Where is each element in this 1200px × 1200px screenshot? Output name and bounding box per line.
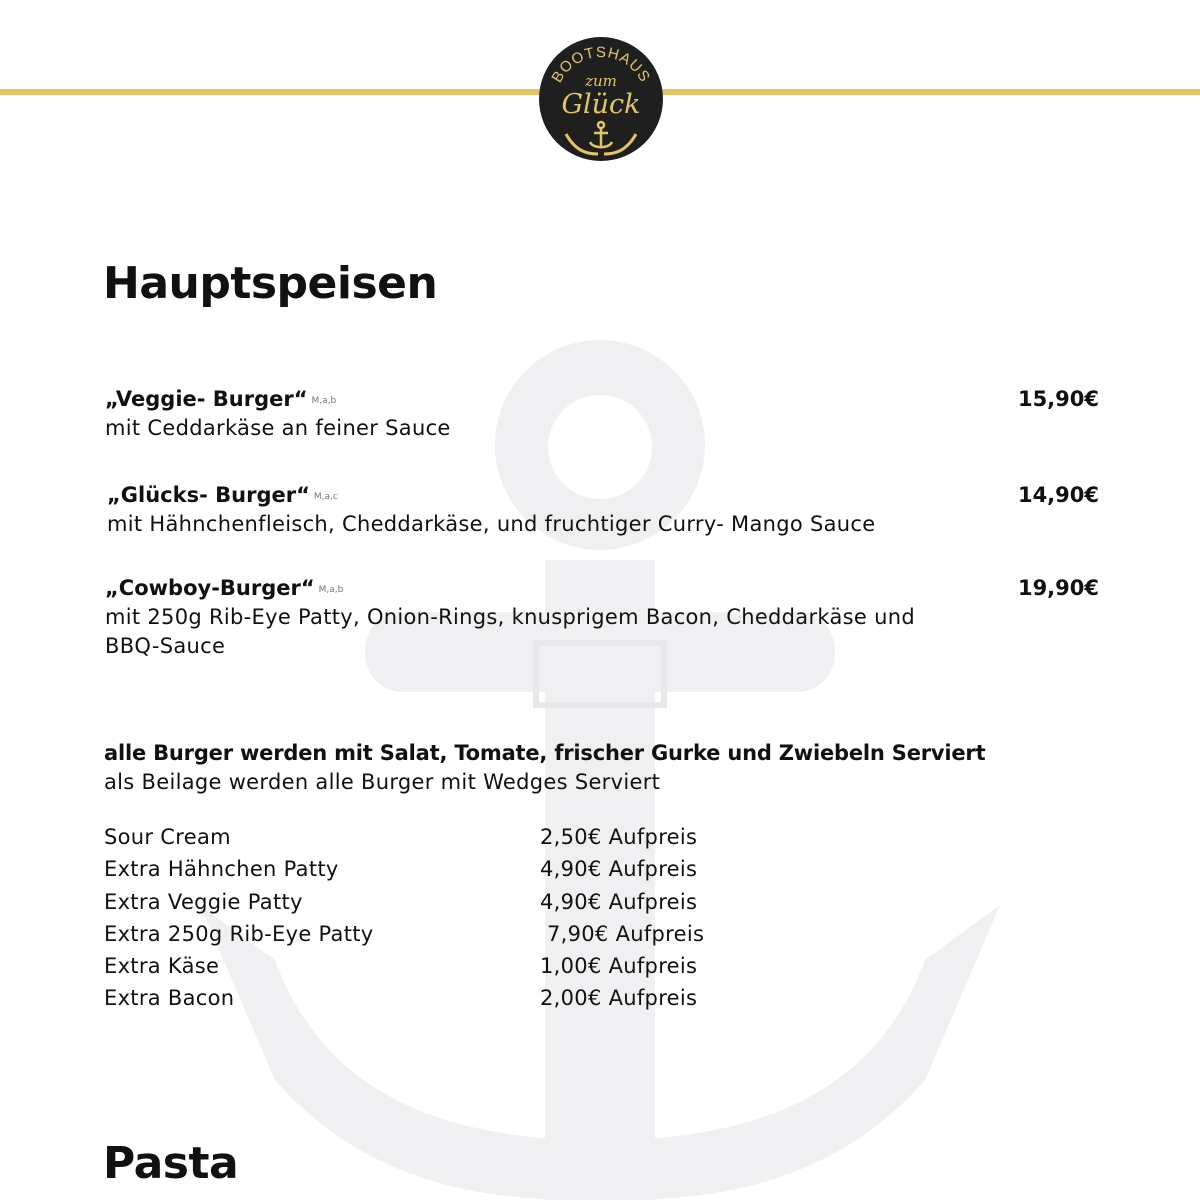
- extra-price: 4,90€ Aufpreis: [540, 889, 698, 914]
- extra-price: 7,90€ Aufpreis: [540, 921, 705, 946]
- menu-item-gluecks-burger: [107, 480, 1107, 539]
- logo-script-text: Glück: [561, 89, 641, 120]
- item-name: „Cowboy-Burger“ $^{M,a,b}$: [105, 576, 344, 600]
- allergen-note: M,a,b: [311, 396, 337, 406]
- allergen-note: M,a,c: [313, 492, 338, 502]
- extras-list: [104, 822, 804, 1016]
- item-price: 15,90€: [1017, 387, 1099, 411]
- logo-small-text: zum: [585, 72, 617, 90]
- extra-name: Sour Cream: [104, 825, 231, 849]
- extra-row: [104, 822, 804, 854]
- item-description: mit Ceddarkäse an feiner Sauce: [105, 416, 451, 440]
- extra-row: [104, 854, 804, 886]
- extra-row: [104, 951, 804, 983]
- note-bold-line: alle Burger werden mit Salat, Tomate, frischer Gurke und Zwiebeln Serviert: [104, 741, 986, 765]
- item-name: „Glücks- Burger“ $^{M,a,c}$: [107, 483, 338, 507]
- extra-price: 2,00€ Aufpreis: [540, 986, 698, 1011]
- extra-name: Extra Hähnchen Patty: [104, 857, 339, 882]
- section-title-hauptspeisen: Hauptspeisen: [103, 258, 438, 309]
- item-description: mit 250g Rib-Eye Patty, Onion-Rings, knusprigem Bacon, Cheddarkäse und BBQ-Sauce: [105, 605, 915, 658]
- extra-row: [104, 887, 804, 919]
- item-name: „Veggie- Burger“ $^{M,a,b}$: [105, 387, 337, 411]
- burger-note: [104, 739, 1104, 797]
- extra-name: Extra Bacon: [104, 986, 235, 1011]
- item-price: 14,90€: [1017, 483, 1099, 507]
- extra-row: [104, 983, 804, 1015]
- extra-row: [104, 919, 804, 951]
- extra-price: 1,00€ Aufpreis: [540, 954, 698, 979]
- extra-name: Extra Veggie Patty: [104, 889, 303, 914]
- section-title-pasta: Pasta: [103, 1138, 239, 1189]
- item-description: mit Hähnchenfleisch, Cheddarkäse, und fruchtiger Curry- Mango Sauce: [107, 512, 876, 536]
- note-plain-line: als Beilage werden alle Burger mit Wedges Serviert: [104, 770, 661, 794]
- extra-price: 2,50€ Aufpreis: [540, 825, 698, 849]
- allergen-note: M,a,b: [318, 585, 344, 595]
- logo-badge: [538, 36, 664, 162]
- extra-name: Extra 250g Rib-Eye Patty: [104, 921, 374, 946]
- menu-item-veggie-burger: [105, 384, 1105, 443]
- menu-item-cowboy-burger: [105, 573, 1105, 661]
- item-price: 19,90€: [1017, 576, 1099, 600]
- logo-arc-text: BOOTSHAUS: [548, 43, 654, 86]
- extra-name: Extra Käse: [104, 954, 220, 979]
- extra-price: 4,90€ Aufpreis: [540, 857, 698, 882]
